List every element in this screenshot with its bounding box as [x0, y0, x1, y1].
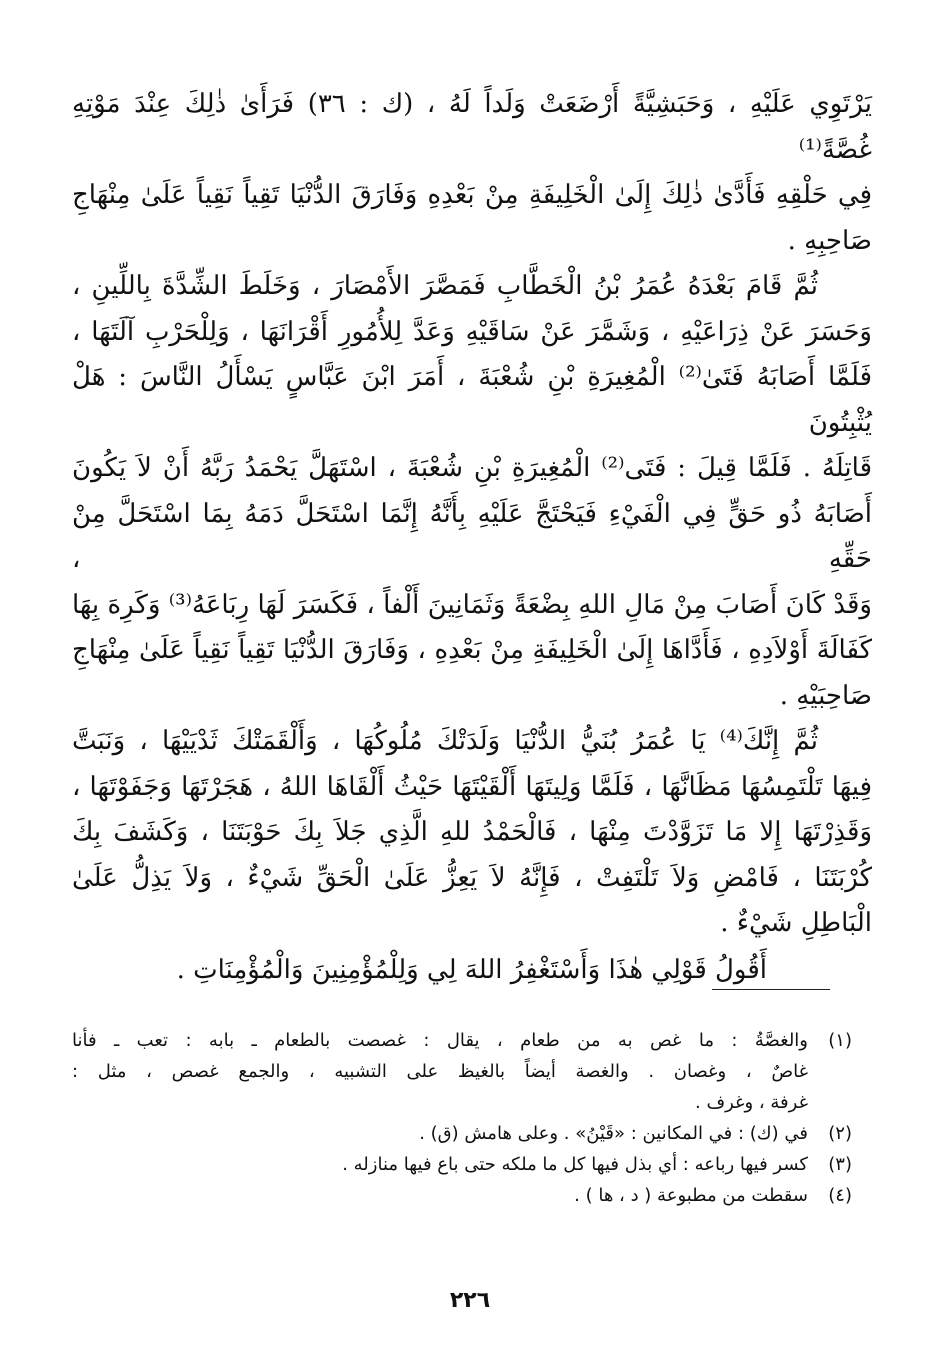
text-line: يَرْتَوِي عَلَيْهِ ، وَحَبَشِيَّةً أَرْضَعَتْ وَلَداً لَهُ ، (ك : ٣٦) فَرَأَىٰ ذٰلِكَ عِنْدَ مَوْتِهِ غُصَّةً⁽¹⁾ [72, 89, 872, 165]
page-number: ٢٢٦ [449, 1288, 491, 1313]
text-line: صَاحِبِهِ . [787, 225, 872, 256]
footnote-text [72, 1149, 808, 1180]
text-line: ثُمَّ قَامَ بَعْدَهُ عُمَرُ بْنُ الْخَطَّابِ فَمَصَّرَ الأَمْصَارَ ، وَخَلَطَ الشِّدَّةَ بِاللِّينِ ، [72, 271, 818, 301]
text-line: أَصَابَهُ ذُو حَقٍّ فِي الْفَيْءِ فَيَحْتَجَّ عَلَيْهِ بِأَنَّهُ إِنَّمَا اسْتَحَلَّ دَمَهُ بِمَا اسْتَحَلَّ مِنْ حَقِّهِ ، [72, 498, 872, 574]
text-line: ثُمَّ إِنَّكَ⁽⁴⁾ يَا عُمَرُ بُنَيُّ الدُّنْيَا وَلَدَتْكَ مُلُوكُهَا ، وَأَلْقَمَتْكَ ثَدْيَيْهَا ، وَنَبَتَّ [72, 726, 819, 756]
text-line: كُرْبَتَنَا ، فَامْضِ وَلاَ تَلْتَفِتْ ، فَإِنَّهُ لاَ يَعِزُّ عَلَىٰ الْحَقِّ شَيْءٌ ، وَلاَ يَذِلُّ عَلَىٰ [72, 862, 872, 893]
text-line: فِي حَلْقِهِ فَأَدَّىٰ ذٰلِكَ إِلَىٰ الْخَلِيفَةِ مِنْ بَعْدِهِ وَفَارَقَ الدُّنْيَا تَقِياً نَقِياً عَلَىٰ مِنْهَاجِ [72, 180, 872, 210]
footnote-4 [72, 1180, 852, 1211]
text-line: كَفَالَةَ أَوْلاَدِهِ ، فَأَدَّاهَا إِلَىٰ الْخَلِيفَةِ مِنْ بَعْدِهِ ، وَفَارَقَ الدُّنْيَا تَقِياً نَقِياً عَلَىٰ مِنْهَاجِ [72, 635, 872, 665]
footnote-number: (٤) [828, 1185, 852, 1206]
footnote-line: سقطت من مطبوعة ( د ، ها ) . [574, 1185, 808, 1206]
text-line: وَقَدْ كَانَ أَصَابَ مِنْ مَالِ اللهِ بِضْعَةً وَثَمَانِينَ أَلْفاً ، فَكَسَرَ لَهَا رِبَاعَهُ⁽³⁾ وَكَرِهَ بِهَا [72, 589, 872, 620]
footnote-3 [72, 1149, 852, 1180]
footnote-divider [712, 989, 830, 990]
text-line: فِيهَا تَلْتَمِسُهَا مَظَانَّهَا ، فَلَمَّا وَلِيتَهَا أَلْقَيْتَهَا حَيْثُ أَلْقَاهَا اللهُ ، هَجَرْتَهَا وَجَفَوْتَهَا ، [72, 771, 872, 802]
text-line: الْبَاطِلِ شَيْءٌ . [720, 908, 872, 938]
footnote-number: (٢) [828, 1123, 852, 1144]
footnote-line: كسر فيها رباعه : أي بذل فيها كل ما ملكه حتى باع فيها منازله . [342, 1154, 808, 1175]
footnote-text [72, 1025, 808, 1118]
paragraph-3 [72, 719, 872, 947]
footnote-1 [72, 1025, 852, 1118]
footnote-line: في (ك) : في المكانين : «قَيْنُ» . وعلى هامش (ق) . [419, 1123, 808, 1144]
footnote-2 [72, 1118, 852, 1149]
footnote-number: (٣) [828, 1154, 852, 1175]
footnote-line: والغصَّةُ : ما غص به من طعام ، يقال : غصصت بالطعام ـ بابه : تعب ـ فأنا [72, 1030, 808, 1051]
text-line: صَاحِبَيْهِ . [779, 680, 872, 711]
footnote-text [72, 1118, 808, 1149]
footnote-text [72, 1180, 808, 1211]
main-text [72, 82, 872, 993]
footnotes [72, 1025, 852, 1211]
text-line: قَاتِلَهُ . فَلَمَّا قِيلَ : فَتَى⁽²⁾ الْمُغِيرَةِ بْنِ شُعْبَةَ ، اسْتَهَلَّ يَحْمَدُ رَبَّهُ أَنْ لاَ يَكُونَ [72, 453, 872, 483]
text-line: وَحَسَرَ عَنْ ذِرَاعَيْهِ ، وَشَمَّرَ عَنْ سَاقَيْهِ وَعَدَّ لِلأُمُورِ أَقْرَانَهَا ، وَلِلْحَرْبِ آلَتَهَا ، [72, 316, 872, 347]
paragraph-1 [72, 82, 872, 264]
paragraph-2 [72, 264, 872, 719]
text-line: فَلَمَّا أَصَابَهُ فَتَىٰ⁽²⁾ الْمُغِيرَةِ بْنِ شُعْبَةَ ، أَمَرَ ابْنَ عَبَّاسٍ يَسْأَلُ النَّاسَ : هَلْ يُثْبِتُونَ [72, 362, 872, 438]
footnote-line: غاصٌ ، وغصان . والغصة أيضاً بالغيظ على التشبيه ، والجمع غصص ، مثل : [72, 1061, 808, 1082]
text-line: وَقَذِرْتَهَا إِلا مَا تَزَوَّدْتَ مِنْهَا ، فَالْحَمْدُ للهِ الَّذِي جَلاَ بِكَ حَوْبَتَنَا ، وَكَشَفَ بِكَ [72, 817, 872, 847]
footnote-number: (١) [828, 1030, 852, 1051]
closing-line: أَقُولُ قَوْلِي هٰذَا وَأَسْتَغْفِرُ اللهَ لِي وَلِلْمُؤْمِنِينَ وَالْمُؤْمِنَاتِ . [176, 954, 767, 985]
footnote-line: غرفة ، وغرف . [695, 1092, 808, 1113]
